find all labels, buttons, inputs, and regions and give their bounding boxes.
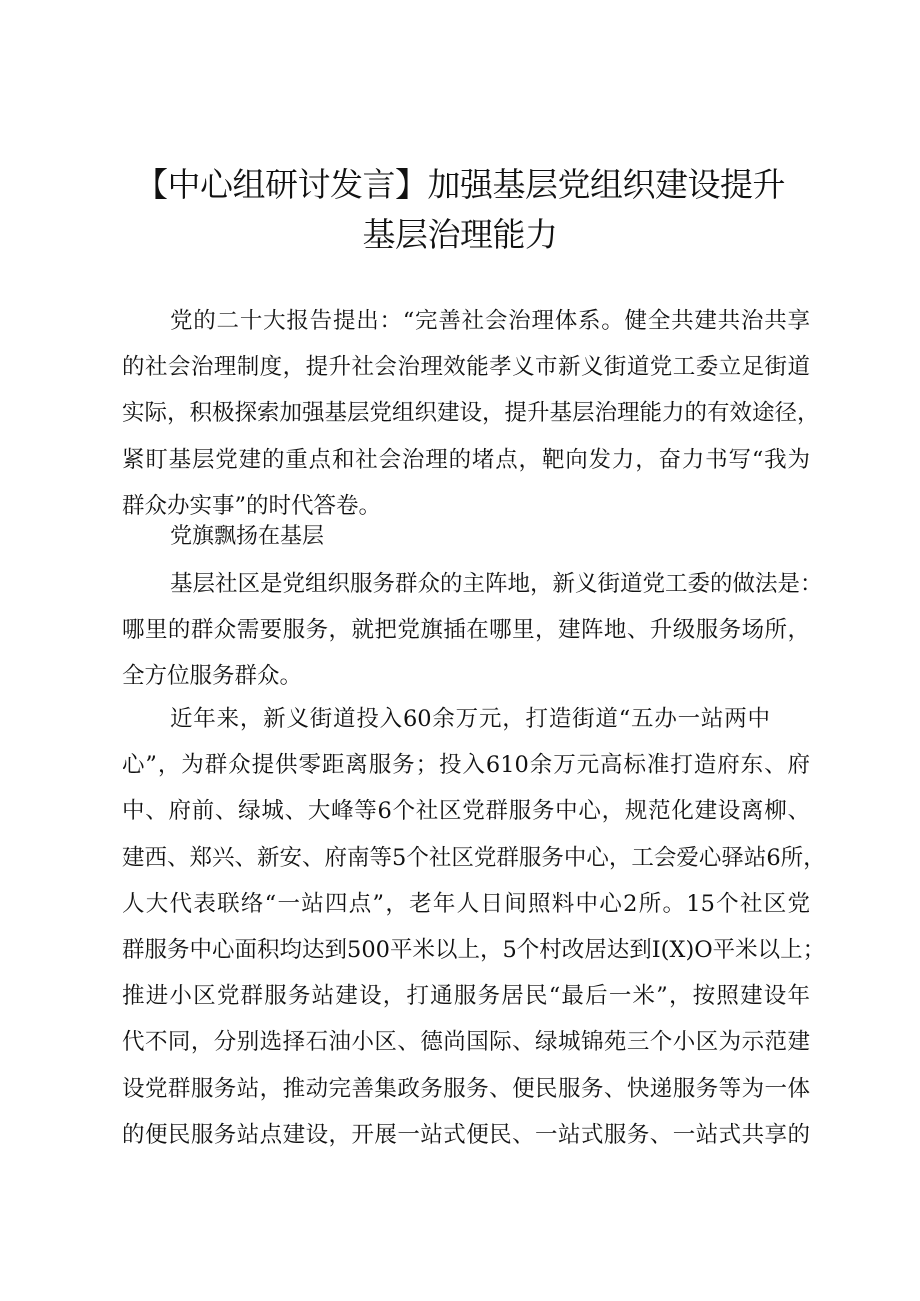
text-line: 群服务中心面积均达到500平米以上，5个村改居达到I(X)O平米以上； bbox=[122, 936, 826, 963]
text-line: 的便民服务站点建设，开展一站式便民、一站式服务、一站式共享的 bbox=[122, 1121, 810, 1148]
paragraph-intro bbox=[122, 298, 820, 529]
text-line: 中、府前、绿城、大峰等6个社区党群服务中心，规范化建设离柳、 bbox=[122, 798, 810, 825]
title-line: 基层治理能力 bbox=[362, 215, 558, 254]
text-line: 群众办实事”的时代答卷。 bbox=[122, 492, 382, 519]
text-line: 代不同，分别选择石油小区、德尚国际、绿城锦苑三个小区为示范建 bbox=[122, 1029, 810, 1056]
text-line: 心”，为群众提供零距离服务；投入610余万元高标准打造府东、府 bbox=[122, 752, 810, 779]
text-line: 基层社区是党组织服务群众的主阵地，新义街道党工委的做法是： bbox=[170, 571, 823, 597]
text-line: 建西、郑兴、新安、府南等5个社区党群服务中心，工会爱心驿站6所， bbox=[122, 844, 826, 871]
title-line: 【中心组研讨发言】加强基层党组织建设提升 bbox=[135, 165, 785, 204]
text-line: 实际，积极探索加强基层党组织建设，提升基层治理能力的有效途径， bbox=[122, 400, 820, 427]
section-heading: 党旗飘扬在基层 bbox=[170, 524, 325, 549]
text-line: 推进小区党群服务站建设，打通服务居民“最后一米”，按照建设年 bbox=[122, 983, 810, 1010]
text-line: 全方位服务群众。 bbox=[122, 663, 303, 690]
text-line: 近年来，新义街道投入60余万元，打造街道“五办一站两中 bbox=[170, 706, 770, 732]
text-line: 人大代表联络“一站四点”，老年人日间照料中心2所。15个社区党 bbox=[122, 890, 810, 917]
paragraph-recent-years bbox=[122, 696, 826, 1158]
paragraph-grassroots bbox=[122, 561, 823, 700]
text-line: 党的二十大报告提出：“完善社会治理体系。健全共建共治共享 bbox=[170, 308, 810, 334]
document-title bbox=[100, 160, 820, 260]
text-line: 设党群服务站，推动完善集政务服务、便民服务、快递服务等为一体 bbox=[122, 1075, 810, 1102]
text-line: 紧盯基层党建的重点和社会治理的堵点，靶向发力，奋力书写“我为 bbox=[122, 446, 810, 473]
text-line: 的社会治理制度，提升社会治理效能孝义市新义街道党工委立足街道 bbox=[122, 354, 810, 381]
text-line: 哪里的群众需要服务，就把党旗插在哪里，建阵地、升级服务场所， bbox=[122, 617, 810, 644]
